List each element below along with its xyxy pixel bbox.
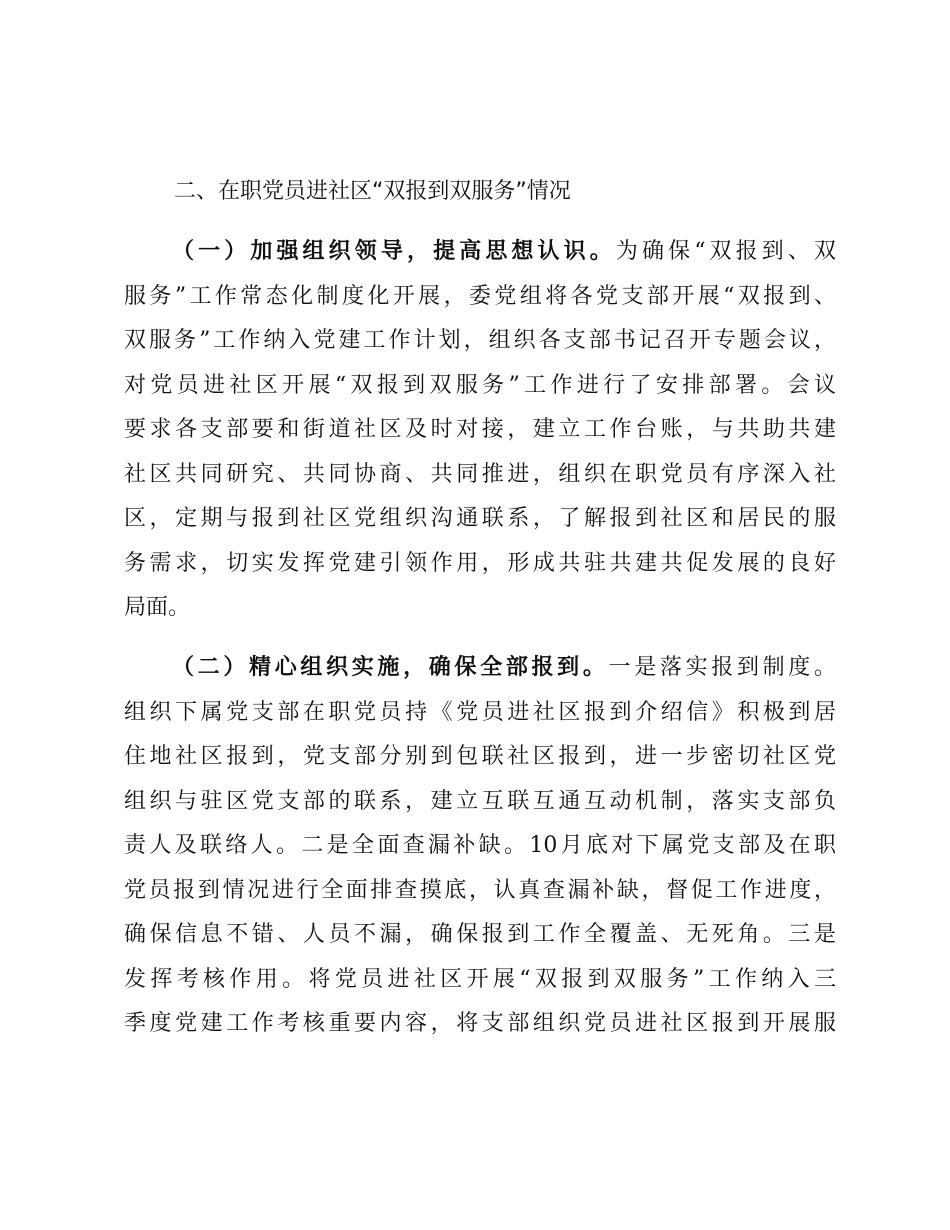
paragraph-line: 对党员进社区开展“双报到双服务”工作进行了安排部署。会议 [124, 372, 836, 398]
paragraph-line: 务需求，切实发挥党建引领作用，形成共驻共建共促发展的良好 [124, 550, 836, 576]
paragraph-line: （一）加强组织领导，提高思想认识。为确保“双报到、双 [172, 239, 836, 264]
paragraph-line: 发挥考核作用。将党员进社区开展“双报到双服务”工作纳入三 [124, 966, 836, 992]
paragraph-line: 双服务”工作纳入党建工作计划，组织各支部书记召开专题会议， [124, 328, 836, 353]
paragraph-line: 组织与驻区党支部的联系，建立互联互通互动机制，落实支部负 [124, 788, 836, 814]
paragraph-line: 局面。 [124, 595, 191, 620]
paragraph-lead: （一）加强组织领导，提高思想认识。 [172, 239, 616, 264]
section-heading: 二、在职党员进社区“双报到双服务”情况 [174, 179, 571, 204]
paragraph-line: 季度党建工作考核重要内容，将支部组织党员进社区报到开展服 [124, 1011, 836, 1036]
paragraph-line: 社区共同研究、共同协商、共同推进，组织在职党员有序深入社 [124, 461, 836, 487]
paragraph-line: 确保信息不错、人员不漏，确保报到工作全覆盖、无死角。三是 [124, 922, 836, 947]
paragraph-organization-leadership [124, 230, 836, 631]
paragraph-line: 服务”工作常态化制度化开展，委党组将各党支部开展“双报到、 [124, 283, 836, 309]
paragraph-line: 组织下属党支部在职党员持《党员进社区报到介绍信》积极到居 [124, 699, 836, 725]
paragraph-line: （二）精心组织实施，确保全部报到。一是落实报到制度。 [172, 655, 836, 680]
paragraph-line: 党员报到情况进行全面排查摸底，认真查漏补缺，督促工作进度， [124, 877, 836, 903]
paragraph-line: 责人及联络人。二是全面查漏补缺。10月底对下属党支部及在职 [124, 833, 836, 858]
paragraph-line: 住地社区报到，党支部分别到包联社区报到，进一步密切社区党 [124, 744, 836, 769]
paragraph-line: 区，定期与报到社区党组织沟通联系，了解报到社区和居民的服 [124, 506, 836, 531]
paragraph-implementation [124, 646, 836, 1047]
paragraph-lead: （二）精心组织实施，确保全部报到。 [172, 655, 609, 680]
paragraph-line: 要求各支部要和街道社区及时对接，建立工作台账，与共助共建 [124, 417, 836, 442]
